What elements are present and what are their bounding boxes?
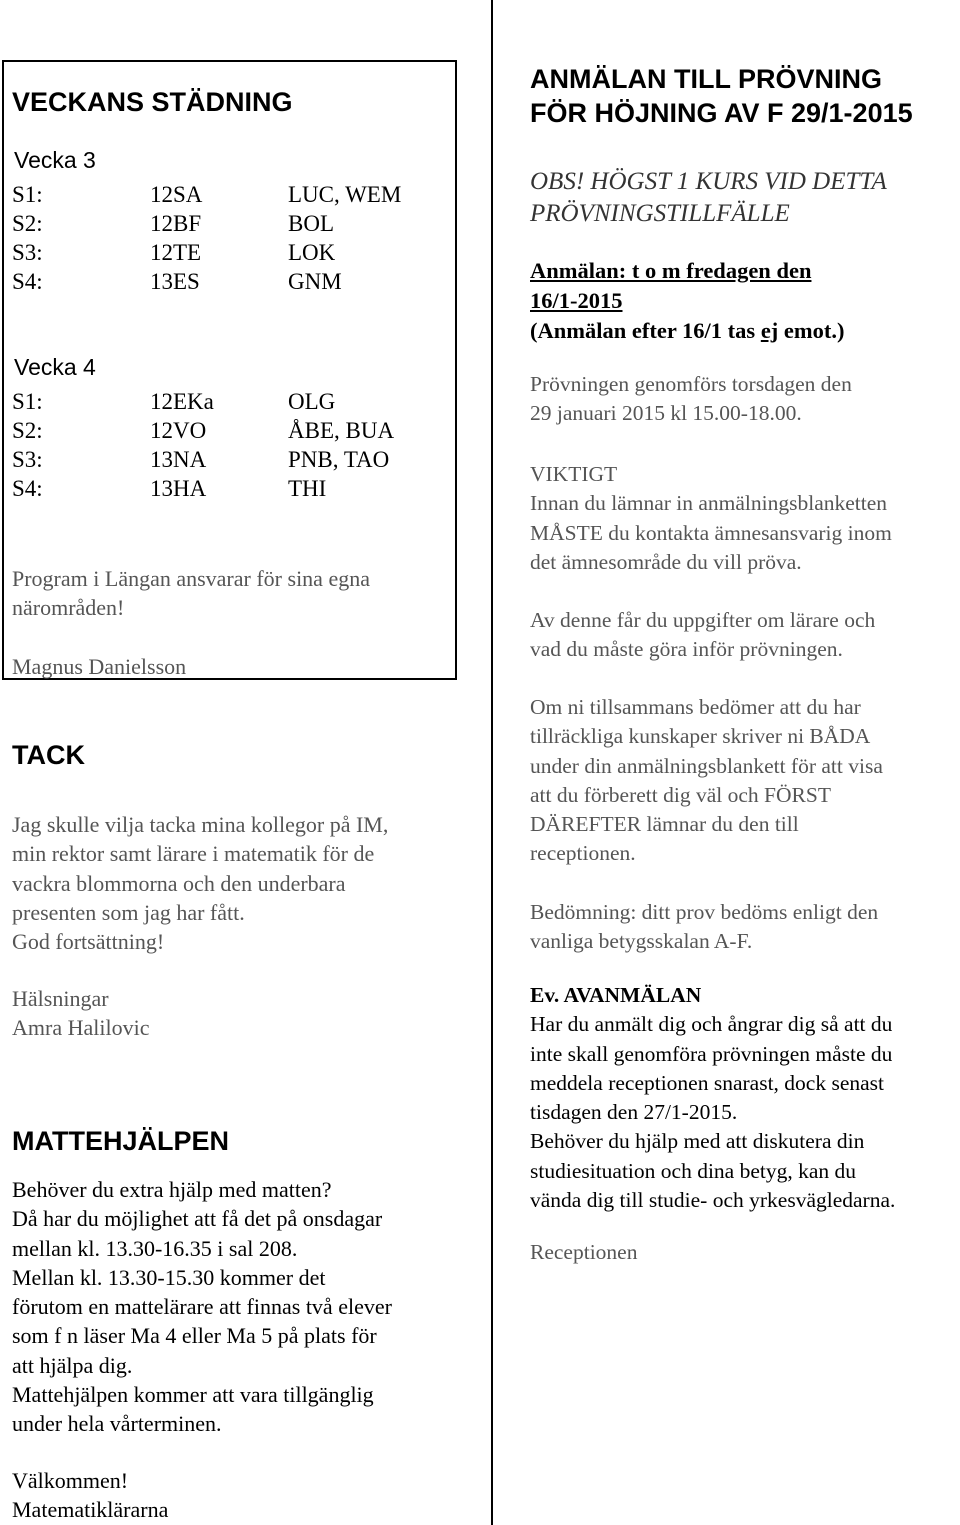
class-code: 12SA: [150, 182, 203, 207]
text-line: Välkommen!: [12, 1468, 129, 1493]
text-line: God fortsättning!: [12, 929, 165, 955]
exam-assessment: [530, 693, 883, 869]
text-line: vackra blommorna och den underbara: [12, 870, 346, 896]
slot: S4:: [12, 269, 43, 294]
cleaning-row: [12, 269, 452, 297]
exam-info: [530, 606, 875, 665]
teachers: LUC, WEM: [288, 182, 402, 207]
teachers: THI: [288, 476, 327, 501]
text-line: Bedömning: ditt prov bedöms enligt den: [530, 900, 879, 924]
cleaning-row: [12, 447, 452, 475]
slot: S2:: [12, 211, 43, 236]
cleaning-signature: Magnus Danielsson: [12, 654, 187, 679]
text-line: under din anmälningsblankett för att visa: [530, 753, 883, 778]
text-line: att du förberett dig väl och FÖRST: [530, 782, 831, 807]
text-line: Hälsningar: [12, 986, 109, 1011]
exam-title: [530, 62, 913, 130]
exam-important: [530, 460, 892, 577]
text-line: presenten som jag har fått.: [12, 899, 245, 925]
week4-label: Vecka 4: [14, 354, 96, 380]
exam-signature: Receptionen: [530, 1240, 638, 1264]
text-line: Amra Halilovic: [12, 1015, 150, 1041]
text-line: Matematiklärarna: [12, 1497, 169, 1523]
text-line: mellan kl. 13.30-16.35 i sal 208.: [12, 1235, 298, 1261]
slot: S1:: [12, 182, 43, 207]
class-code: 12EKa: [150, 389, 214, 414]
thanks-title: TACK: [12, 740, 85, 770]
math-help-title: MATTEHJÄLPEN: [12, 1126, 230, 1156]
text-line: Om ni tillsammans bedömer att du har: [530, 695, 861, 719]
cleaning-row: [12, 211, 452, 239]
cleaning-row: [12, 418, 452, 446]
text-line: tisdagen den 27/1-2015.: [530, 1100, 738, 1125]
text-line: meddela receptionen snarast, dock senast: [530, 1070, 885, 1095]
teachers: PNB, TAO: [288, 447, 390, 472]
text-line: receptionen.: [530, 841, 636, 866]
text-line: förutom en mattelärare att finnas två elever: [12, 1294, 392, 1320]
class-code: 13ES: [150, 269, 200, 294]
text-fragment: AVANMÄLAN: [559, 983, 702, 1007]
text-fragment: Ev.: [530, 983, 560, 1007]
text-line: närområden!: [12, 595, 125, 621]
column-divider: [491, 0, 493, 1525]
text-line: Prövningen genomförs torsdagen den: [530, 372, 852, 396]
text-fragment: (Anmälan efter 16/1 tas: [530, 318, 761, 343]
text-line: tillräckliga kunskaper skriver ni BÅDA: [530, 724, 871, 749]
text-line: 16/1-2015: [530, 288, 623, 313]
text-line: vända dig till studie- och yrkesvägledarna.: [530, 1188, 896, 1213]
class-code: 12TE: [150, 240, 202, 265]
text-line: Då har du möjlighet att få det på onsdagar: [12, 1206, 383, 1232]
text-line: FÖR HÖJNING AV F 29/1-2015: [530, 98, 913, 128]
important-label: VIKTIGT: [530, 462, 618, 486]
teachers: BOL: [288, 211, 334, 236]
slot: S1:: [12, 389, 43, 414]
text-line: Har du anmält dig och ångrar dig så att du: [530, 1012, 893, 1037]
text-line: Jag skulle vilja tacka mina kollegor på IM,: [12, 812, 389, 837]
cleaning-note: [12, 564, 370, 623]
text-line: Av denne får du uppgifter om lärare och: [530, 608, 876, 632]
text-line: Innan du lämnar in anmälningsblanketten: [530, 491, 888, 516]
slot: S2:: [12, 418, 43, 443]
text-line: 29 januari 2015 kl 15.00-18.00.: [530, 401, 802, 426]
text-line: vad du måste göra inför prövningen.: [530, 637, 843, 662]
class-code: 13NA: [150, 447, 207, 472]
slot: S3:: [12, 240, 43, 265]
exam-cancellation: [530, 981, 895, 1215]
class-code: 13HA: [150, 476, 207, 501]
text-line: Mattehjälpen kommer att vara tillgänglig: [12, 1382, 374, 1408]
class-code: 12BF: [150, 211, 202, 236]
cleaning-row: [12, 182, 452, 210]
text-line: ANMÄLAN TILL PRÖVNING: [530, 64, 882, 94]
text-line: PRÖVNINGSTILLFÄLLE: [530, 200, 790, 227]
exam-obs-note: [530, 166, 887, 230]
text-line: Program i Längan ansvarar för sina egna: [12, 566, 370, 591]
text-line: som f n läser Ma 4 eller Ma 5 på plats för: [12, 1323, 377, 1349]
text-line: OBS! HÖGST 1 KURS VID DETTA: [530, 168, 887, 195]
text-fragment: ej: [760, 318, 779, 343]
text-line: under hela vårterminen.: [12, 1411, 222, 1437]
exam-grading: [530, 898, 878, 957]
cleaning-row: [12, 389, 452, 417]
text-line: vanliga betygsskalan A-F.: [530, 929, 753, 954]
slot: S4:: [12, 476, 43, 501]
math-help-closing: [12, 1466, 168, 1525]
text-line: MÅSTE du kontakta ämnesansvarig inom: [530, 520, 892, 545]
text-line: Anmälan: t o m fredagen den: [530, 258, 812, 283]
teachers: OLG: [288, 389, 336, 414]
text-line: Behöver du extra hjälp med matten?: [12, 1177, 332, 1202]
text-line: det ämnesområde du vill pröva.: [530, 549, 802, 574]
text-line: Mellan kl. 13.30-15.30 kommer det: [12, 1264, 326, 1290]
week3-label: Vecka 3: [14, 147, 96, 173]
teachers: GNM: [288, 269, 342, 294]
text-line: min rektor samt lärare i matematik för de: [12, 841, 375, 867]
text-line: studiesituation och dina betyg, kan du: [530, 1158, 857, 1183]
math-help-body: [12, 1175, 392, 1439]
text-line: Behöver du hjälp med att diskutera din: [530, 1129, 865, 1154]
exam-deadline: [530, 256, 845, 346]
teachers: LOK: [288, 240, 336, 265]
text-line: DÄREFTER lämnar du den till: [530, 812, 799, 837]
thanks-greeting: [12, 984, 149, 1043]
late-notice: [530, 316, 845, 346]
text-line: att hjälpa dig.: [12, 1352, 133, 1378]
cleaning-row: [12, 240, 452, 268]
cancel-heading: [530, 981, 895, 1010]
class-code: 12VO: [150, 418, 207, 443]
cleaning-title: VECKANS STÄDNING: [12, 87, 293, 117]
text-fragment: emot.): [778, 318, 845, 343]
text-line: inte skall genomföra prövningen måste du: [530, 1041, 893, 1066]
cleaning-row: [12, 476, 452, 504]
teachers: ÅBE, BUA: [288, 418, 395, 443]
thanks-body: [12, 810, 388, 956]
slot: S3:: [12, 447, 43, 472]
exam-date: [530, 370, 852, 429]
